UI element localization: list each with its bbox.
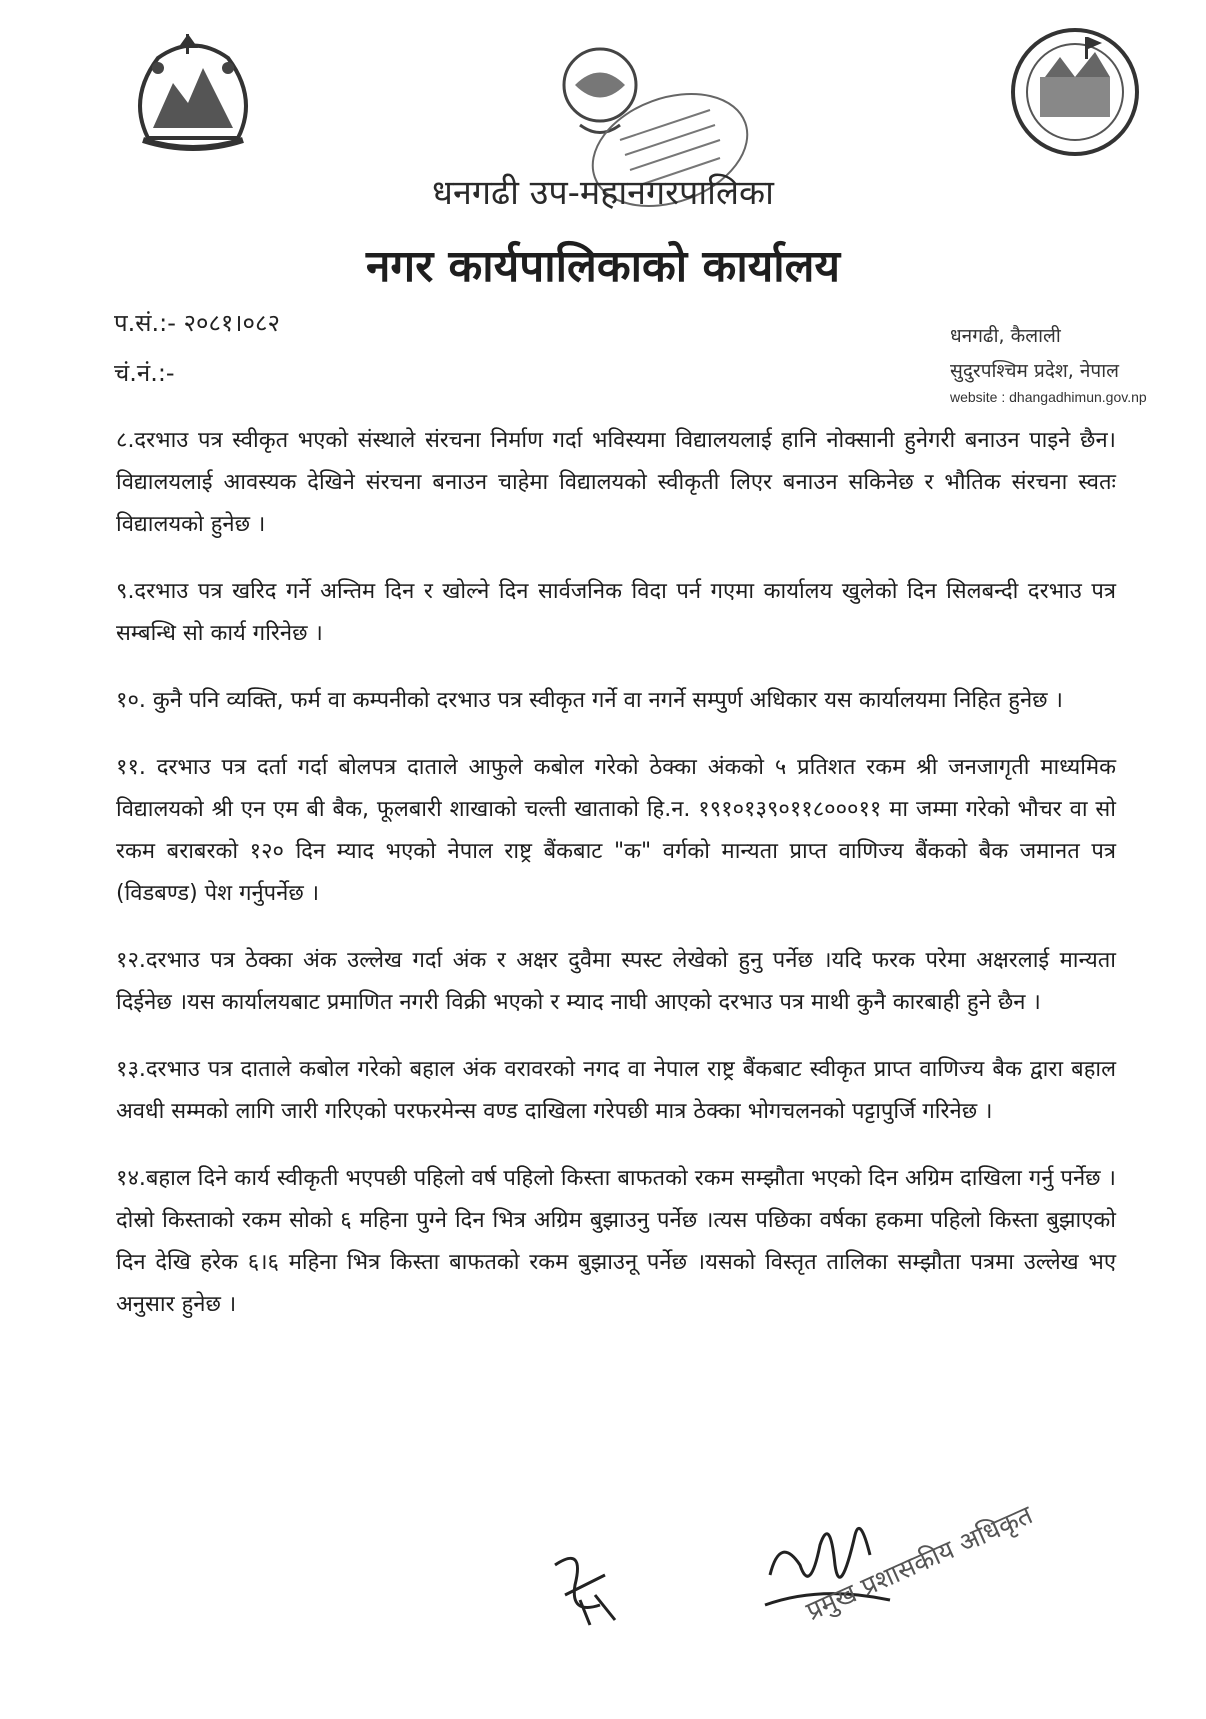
address-province: सुदुरपश्चिम प्रदेश, नेपाल (950, 360, 1119, 382)
clause-12: १२.दरभाउ पत्र ठेक्का अंक उल्लेख गर्दा अंक र अक्षर दुवैमा स्पस्ट लेखेको हुनु पर्नेछ ।यदि फरक परेमा अक्षरलाई मान्यता दिईनेछ ।यस कार्यालयबाट प्रमाणित नगरी विक्री भएको र म्याद नाघी आएको दरभाउ पत्र माथी कुनै कारबाही हुने छैन । (116, 948, 1116, 1015)
clause-14: १४.बहाल दिने कार्य स्वीकृती भएपछी पहिलो वर्ष पहिलो किस्ता बाफतको रकम सम्झौता भएको दिन अग्रिम दाखिला गर्नु पर्नेछ ।दोस्रो किस्ताको रकम सोको ६ महिना पुग्ने दिन भित्र अग्रिम बुझाउनु पर्नेछ ।त्यस पछिका वर्षका हकमा पहिलो किस्ता बुझाएको दिन देखि हरेक ६।६ महिना भित्र किस्ता बाफतको रकम बुझाउनू पर्नेछ ।यसको विस्तृत तालिका सम्झौता पत्रमा उल्लेख भए अनुसार हुनेछ । (116, 1166, 1116, 1317)
clauses-body (116, 420, 1116, 1351)
clause-9: ९.दरभाउ पत्र खरिद गर्ने अन्तिम दिन र खोल्ने दिन सार्वजनिक विदा पर्न गएमा कार्यालय खुलेको दिन सिलबन्दी दरभाउ पत्र सम्बन्धि सो कार्य गरिनेछ । (116, 579, 1116, 646)
letter-number: प.सं.:- २०८१।०८२ (114, 309, 280, 337)
office-name: नगर कार्यपालिकाको कार्यालय (366, 241, 840, 292)
clause-8: ८.दरभाउ पत्र स्वीकृत भएको संस्थाले संरचना निर्माण गर्दा भविस्यमा विद्यालयलाई हानि नोक्सानी हुनेगरी बनाउन पाइने छैन। विद्यालयलाई आवस्यक देखिने संरचना बनाउन चाहेमा विद्यालयको स्वीकृती लिएर बनाउन सकिनेछ र भौतिक संरचना स्वतः विद्यालयको हुनेछ । (116, 428, 1116, 537)
org-name: धनगढी उप-महानगरपालिका (432, 173, 774, 213)
nepal-emblem-icon (118, 28, 268, 158)
website-text: website : dhangadhimun.gov.np (950, 389, 1147, 405)
officer-designation-stamp: प्रमुख प्रशासकीय अधिकृत (802, 1500, 1038, 1627)
signature-area (0, 1500, 1206, 1719)
city-seal-icon (1000, 22, 1150, 162)
clause-10: १०. कुनै पनि व्यक्ति, फर्म वा कम्पनीको दरभाउ पत्र स्वीकृत गर्ने वा नगर्ने सम्पुर्ण अधिकार यस कार्यालयमा निहित हुनेछ । (116, 688, 1063, 713)
signature-one-icon (545, 1545, 625, 1630)
address-city: धनगढी, कैलाली (950, 325, 1061, 347)
dispatch-number: चं.नं.:- (114, 359, 175, 387)
clause-13: १३.दरभाउ पत्र दाताले कबोल गरेको बहाल अंक वरावरको नगद वा नेपाल राष्ट्र बैंकबाट स्वीकृत प्राप्त वाणिज्य बैक द्वारा बहाल अवधी सम्मको लागि जारी गरिएको परफरमेन्स वण्ड दाखिला गरेपछी मात्र ठेक्का भोगचलनको पट्टापुर्जि गरिनेछ । (116, 1057, 1116, 1124)
clause-11: ११. दरभाउ पत्र दर्ता गर्दा बोलपत्र दाताले आफुले कबोल गरेको ठेक्का अंकको ५ प्रतिशत रकम श्री जनजागृती माध्यमिक विद्यालयको श्री एन एम बी बैक, फूलबारी शाखाको चल्ती खाताको हि.न. १९१०१३९०११८०००११ मा जम्मा गरेको भौचर वा सो रकम बराबरको १२० दिन म्याद भएको नेपाल राष्ट्र बैंकबाट "क" वर्गको मान्यता प्राप्त वाणिज्य बैंकको बैक जमानत पत्र (विडबण्ड) पेश गर्नुपर्नेछ । (116, 755, 1116, 906)
